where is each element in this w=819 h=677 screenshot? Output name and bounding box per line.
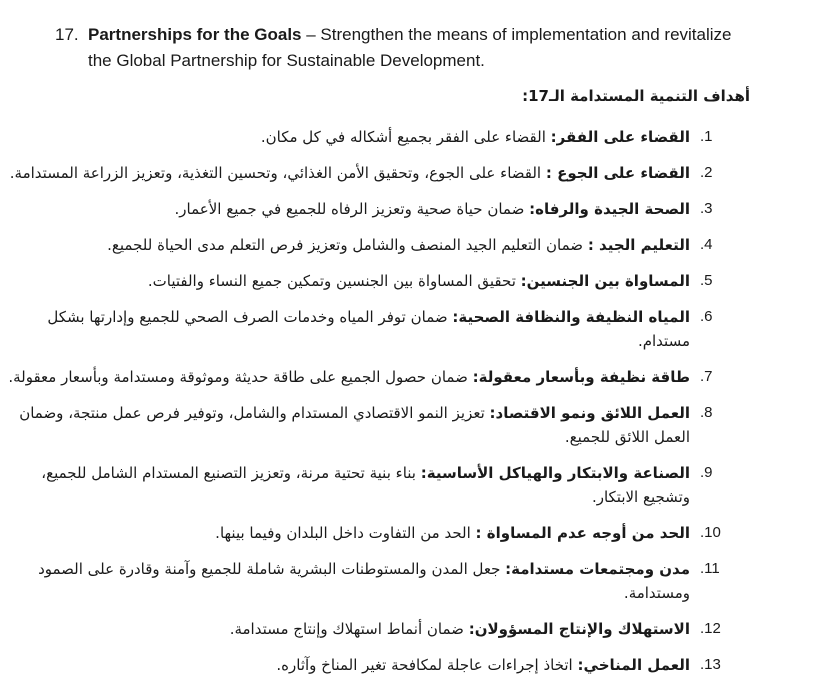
goal-item [4,305,722,353]
goal-description: ضمان حياة صحية وتعزيز الرفاه للجميع في جميع الأعمار. [174,200,525,218]
goal-number: 7. [700,368,713,385]
goal-description: تعزيز النمو الاقتصادي المستدام والشامل، وتوفير فرص عمل منتجة، وضمان العمل اللائق للجميع. [19,404,690,446]
goal-title: القضاء على الفقر: [550,128,690,146]
goal-item [4,461,722,509]
goal-item [4,521,722,545]
goal-item [4,233,722,257]
goal-title: القضاء على الجوع : [545,164,690,182]
goal-item [4,617,722,641]
goal-number: 12. [700,620,721,637]
goal-item [4,557,722,605]
goal-number: 4. [700,236,713,253]
goal-text [4,125,690,149]
goal-item [4,401,722,449]
goal-description: جعل المدن والمستوطنات البشرية شاملة للجميع وآمنة وقادرة على الصمود ومستدامة. [38,560,690,602]
english-goal-17-item [55,22,753,74]
goal-number: 8. [700,404,713,421]
goal-text [4,161,690,185]
goal-title: مدن ومجتمعات مستدامة: [505,560,690,578]
goal-title: المياه النظيفة والنظافة الصحية: [452,308,690,326]
goal-text [4,653,690,677]
goal-text [4,617,690,641]
english-item-description: – Strengthen the means of implementation and revitalize the Global Partnership for Sustainable Development. [88,25,732,70]
english-item-text [88,22,753,74]
goal-item [4,269,722,293]
goal-description: ضمان التعليم الجيد المنصف والشامل وتعزيز فرص التعلم مدى الحياة للجميع. [107,236,584,254]
goal-number: 13. [700,656,721,673]
goal-title: الصناعة والابتكار والهياكل الأساسية: [420,464,690,482]
goal-number: 5. [700,272,713,289]
goal-item [4,653,722,677]
goal-title: العمل المناخي: [577,656,690,674]
goal-item [4,365,722,389]
goal-text [4,197,690,221]
english-item-title: Partnerships for the Goals [88,25,302,44]
goal-number: 2. [700,164,713,181]
goal-number: 10. [700,524,721,541]
goal-number: 1. [700,128,713,145]
goal-description: تحقيق المساواة بين الجنسين وتمكين جميع النساء والفتيات. [147,272,516,290]
english-item-number: 17. [55,25,79,44]
goal-description: الحد من التفاوت داخل البلدان وفيما بينها. [215,524,471,542]
goal-text [4,521,690,545]
goal-description: القضاء على الجوع، وتحقيق الأمن الغذائي، وتحسين التغذية، وتعزيز الزراعة المستدامة. [9,164,542,182]
goal-number: 3. [700,200,713,217]
goal-description: ضمان حصول الجميع على طاقة حديثة وموثوقة ومستدامة وبأسعار معقولة. [8,368,468,386]
goal-description: ضمان توفر المياه وخدمات الصرف الصحي للجميع وإدارتها بشكل مستدام. [47,308,690,350]
goal-title: المساواة بين الجنسين: [520,272,690,290]
goal-text [4,233,690,257]
goal-title: التعليم الجيد : [587,236,690,254]
goal-item [4,197,722,221]
goal-text [4,305,690,353]
goal-item [4,161,722,185]
goal-text [4,269,690,293]
goal-item [4,125,722,149]
goal-description: اتخاذ إجراءات عاجلة لمكافحة تغير المناخ وآثاره. [276,656,573,674]
goal-number: 6. [700,308,713,325]
goal-number: 9. [700,464,713,481]
goal-title: الاستهلاك والإنتاج المسؤولان: [468,620,690,638]
goals-list [0,125,722,677]
goal-number: 11. [700,560,720,577]
goal-description: بناء بنية تحتية مرنة، وتعزيز التصنيع المستدام الشامل للجميع، وتشجيع الابتكار. [41,464,690,506]
arabic-section-heading: أهداف التنمية المستدامة الـ17: [522,87,750,105]
goal-description: ضمان أنماط استهلاك وإنتاج مستدامة. [229,620,464,638]
goal-text [4,401,690,449]
goal-description: القضاء على الفقر بجميع أشكاله في كل مكان. [260,128,546,146]
goal-text [4,461,690,509]
goal-title: العمل اللائق ونمو الاقتصاد: [489,404,690,422]
goal-text [4,557,690,605]
goal-title: الحد من أوجه عدم المساواة : [475,524,690,542]
goal-title: الصحة الجيدة والرفاه: [529,200,690,218]
goal-title: طاقة نظيفة وبأسعار معقولة: [472,368,690,386]
goal-text [4,365,690,389]
